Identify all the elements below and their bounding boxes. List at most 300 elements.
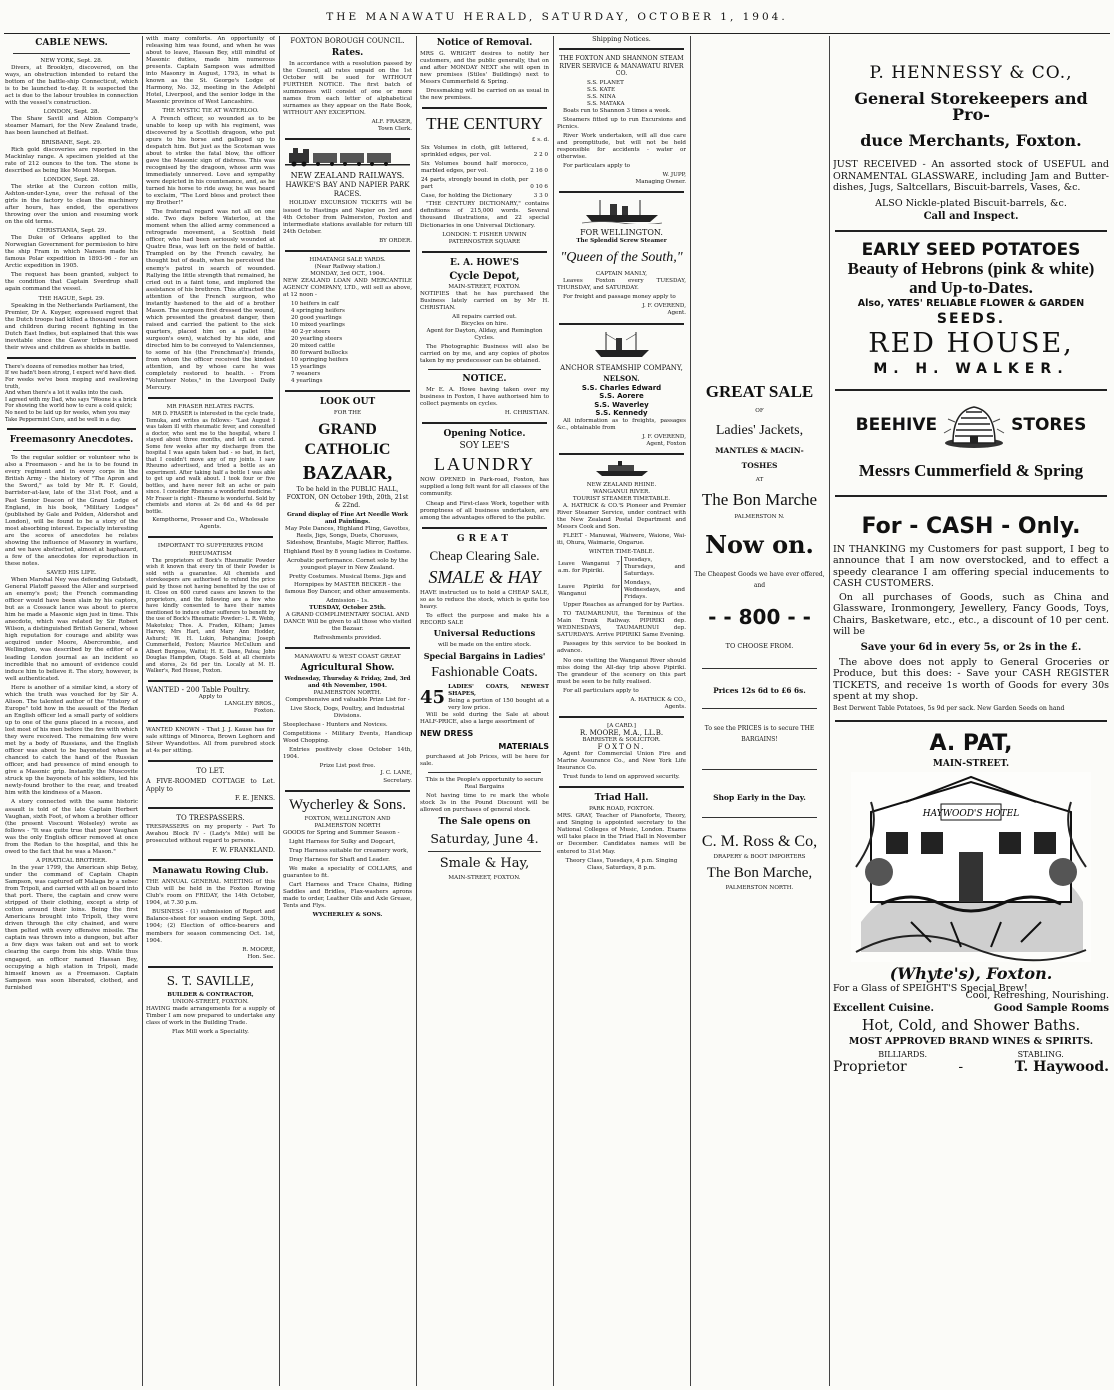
ad-text: MRS. GRAY, Teacher of Pianoforte, Theory, and Singing is appointed secretary to the National Colleges of Music, London. Exams will take place in the Triad Hall in November or December. Candidates names will be entered to 31st May. bbox=[557, 813, 686, 855]
stock-item: 10 mixed yearlings bbox=[291, 322, 345, 329]
signature: BY ORDER. bbox=[379, 237, 412, 244]
ad-head: MANAWATU & WEST COAST GREAT bbox=[294, 653, 401, 660]
ad-text: WANTED KNOWN - That J. J. Kause has for sale sittings of Minorca, Brown Leghorn and Silver Wyandottes. All from purebred stock at 4s per sitting. bbox=[146, 726, 275, 754]
ad-text: No one visiting the Wanganui River should miss doing the All-day trip above Pipiriki. The grandeur of the scenery on this part must be seen to be fully realised. bbox=[557, 657, 686, 685]
column-five-shipping bbox=[557, 36, 686, 1386]
ad-text: In accordance with a resolution passed by the Council, all rates unpaid on the 1st October will be sued for WITHOUT FURTHER NOTICE. The first batch of summonses will consist of one or more names from each letter of alphabetical surnames as they appear on the Rate Book, WITHOUT ANY EXCEPTION. bbox=[283, 61, 412, 117]
signature: WYCHERLEY & SONS. bbox=[312, 912, 383, 919]
ad-line: Prices 12s 6d to £6 6s. bbox=[713, 686, 806, 696]
price-columns: £ s. d. bbox=[531, 137, 549, 144]
ad-line: ALSO Nickle-plated Biscuit-barrels, &c. bbox=[875, 197, 1067, 209]
subhead: THE MYSTIC TIE AT WATERLOO. bbox=[162, 108, 259, 115]
dispatch-text: The strike at the Curzon cotton mills, Ashton-under-Lyne, over the refusal of the girls in the factory to clean the machinery after hours, has ended, the operatives throwing over the union and resuming work on the old terms. bbox=[5, 183, 138, 226]
stock-item: 40 2-yr steers bbox=[291, 329, 331, 336]
ad-line: FOR THE bbox=[333, 410, 362, 417]
verse-line: Take Peppermint Cure, and be well in a day. bbox=[5, 416, 121, 423]
cable-news-title: CABLE NEWS. bbox=[35, 38, 108, 48]
stock-item: 20 mixed cattle bbox=[291, 343, 335, 350]
ad-head: Opening Notice. bbox=[443, 429, 526, 440]
article-text: with many comforts. An opportunity of releasing him was found, and when he was about to leave, Hassan Bey, still mindful of Masonic duties, made him numerous presents. Captain Sampson was admitted into Masonry in August, 1793, in what is known as the St. George's Lodge of Harmony, No. 32, meeting in the Adelphi Hotel, Liverpool, and the senior lodge in the Masonic province of West Lancashire. bbox=[146, 36, 275, 106]
ad-head: NEW ZEALAND RAILWAYS. bbox=[290, 171, 405, 181]
dispatch-text: Divers, at Brooklyn, discovered, on the ways, an obstruction intended to retard the bottom of the battle-ship Connecticut, which is to be launched to-day. It is suspected the act is due to the labour troubles in connection with the vessel's construction. bbox=[5, 65, 138, 107]
price-item: 24 parts, strongly bound in cloth, per part bbox=[421, 177, 529, 191]
ad-text: MRS G. WRIGHT desires to notify her customers, and the public generally, that on and after MONDAY NEXT she will open in new premises (Stiles' Buildings) next to Messrs Cummerfield & Spring. bbox=[420, 51, 549, 86]
table-row bbox=[420, 144, 549, 160]
hotel-features bbox=[833, 1002, 1109, 1014]
divider bbox=[422, 527, 547, 529]
dispatch-text: Rich gold discoveries are reported in the Mackinlay range. A specimen yielded at the rate of 212 ounces to the ton. The stone is described as being like Mount Morgan. bbox=[5, 146, 138, 174]
ad-text: Pretty Costumes. Musical Items. Jigs and Hornpipes by MASTER BECKER - the famous Boy Dancer, and other amusements. bbox=[284, 574, 411, 595]
signature: J. F. OVEREND, bbox=[642, 433, 686, 440]
ad-title: Fashionable Coats. bbox=[431, 664, 538, 680]
table-row bbox=[420, 160, 549, 176]
divider bbox=[148, 859, 273, 861]
ad-title: Ladies' Jackets, bbox=[715, 423, 804, 439]
ad-line: For a Glass of SPEIGHT'S Special Brew! bbox=[833, 982, 1028, 994]
stock-item: 10 springing heifers bbox=[291, 357, 349, 364]
ad-line: BARRISTER & SOLICITOR. bbox=[582, 736, 661, 743]
ad-line: Save your 6d in every 5s, or 2s in the £. bbox=[860, 641, 1082, 653]
divider bbox=[285, 138, 410, 140]
ad-line: OF bbox=[755, 408, 764, 414]
ad-note: Kempthorne, Prosser and Co., Wholesale Agents. bbox=[152, 517, 269, 531]
ad-line: MONDAY, 3rd OCT., 1904. bbox=[310, 270, 385, 277]
ad-line: PALMERSTON NORTH. bbox=[313, 690, 382, 697]
ad-text: TRESPASSERS on my property - Part To Awahou Block IV - (Lady's Mile) will be prosecuted without regard to persons. bbox=[146, 824, 275, 845]
divider bbox=[428, 772, 541, 773]
signature: A. HATRICK & CO., bbox=[630, 696, 686, 703]
proprietor-line bbox=[833, 1059, 1109, 1076]
ad-text: A GRAND COMPLIMENTARY SOCIAL AND DANCE Will be given to all those who visited the Bazaar. bbox=[283, 611, 412, 632]
ad-title: C. M. Ross & Co, bbox=[701, 833, 818, 851]
ad-title: The Bon Marche, bbox=[706, 865, 813, 882]
ad-line: DRAPERY & BOOT IMPORTERS bbox=[713, 854, 806, 861]
ad-text: For particulars apply to bbox=[563, 163, 631, 170]
divider bbox=[422, 107, 547, 109]
column-rule bbox=[279, 36, 280, 1386]
ad-title: Messrs Cummerfield & Spring bbox=[858, 460, 1084, 480]
ad-line: MAIN-STREET, FOXTON. bbox=[448, 283, 521, 290]
ad-title: GREAT SALE bbox=[705, 382, 814, 401]
stock-item: 15 yearlings bbox=[291, 364, 327, 371]
ad-line: FOXTON. bbox=[597, 742, 646, 751]
ad-line: Good Sample Rooms bbox=[993, 1002, 1109, 1014]
article-text: A story connected with the same historic assault is told of the late Captain Herbert Vaughan, sixth Foot, of whom a brother officer (the present Viscount Wolseley) wrote as follows - "It was quite true that poor Vaughan was the only English officer removed at once from the Redan to the hospital, and this he owed to the fact that he was a Mason." bbox=[5, 799, 138, 855]
signature: W. JUPP, bbox=[662, 172, 686, 179]
divider bbox=[428, 851, 541, 852]
ad-title: Wycherley & Sons. bbox=[289, 796, 406, 813]
ad-text: A FIVE-ROOMED COTTAGE to Let. Apply to bbox=[146, 776, 275, 793]
ad-text: The proprietors of Bock's Rheumatic Powder wish it known that every tin of their Powder is sold with a guarantee. All chemists and storekeepers are authorised to refund the price paid by those not having benefited by the use of it. Close on 600 cured cases are known to the proprietors, and the following are a few who have kindly consented to have their names mentioned to induce other sufferers to benefit by the use of Bock's Rheumatic Powder:- L. R. Webb, Makotuku; Thos. A. Fraden, Kilham; James Harvey, Mrs Hart, and Mary Ann Hodder, Ashurst; W. H. Lukin, Pohangina; Joseph Cummerfield, Foxton; Maurice McCullum and Albert Burgess, Waitui; H. E. Dane, Patea; John Douglas Hampden, Otago. Sold at all chemists and stores, 2s 6d per tin. Locally at M. H. Walker's, Red House, Foxton. bbox=[146, 557, 275, 675]
ad-head: Universal Reductions bbox=[433, 628, 536, 639]
ad-text: The Photographic Business will also be carried on by me, and any copies of photos taken by my predecessor can be obtained. bbox=[420, 344, 549, 365]
ad-text: To be held in the PUBLIC HALL, FOXTON, ON October 19th, 20th, 21st & 22nd. bbox=[286, 486, 409, 510]
bazaar-title: BAZAAR, bbox=[302, 462, 393, 485]
divider bbox=[422, 422, 547, 424]
column-two bbox=[146, 36, 275, 1386]
ad-line: TOURIST STEAMER TIMETABLE. bbox=[572, 495, 671, 502]
ad-title: Now on. bbox=[705, 530, 814, 560]
ad-text: "THE CENTURY DICTIONARY," contains definitions of 215,000 words. Several thousand illustrations, and 22 special Dictionaries in one Universal Dictionary. bbox=[420, 201, 549, 229]
ad-line: Shop Early in the Day. bbox=[713, 793, 806, 803]
ad-line: LANGLEY BROS., bbox=[224, 700, 275, 707]
divider bbox=[559, 786, 684, 788]
coats-offer-text bbox=[448, 684, 549, 712]
dispatch-text: Speaking in the Netherlands Parliament, the Premier, Dr A. Kuyper, expressed regret that the Dutch troops had killed a thousand women and children during recent fighting in the Dutch East Indies, but explained that this was inevitable since the Gawor tribesmen used their wives and children as shields in battle. bbox=[5, 302, 138, 351]
price-item: Six Volumes bound half morocco, marbled edges, per vol. bbox=[421, 161, 529, 175]
ad-line: Best Derwent Table Potatoes, 5s 9d per sack. New Garden Seeds on hand bbox=[833, 704, 1065, 712]
ad-text: May Pole Dances, Highland Fling, Gavottes, Reels, Jigs, Songs, Duets, Choruses, Sideshow, Brantubs, Magic Mirror, Raffles. bbox=[285, 526, 410, 547]
ad-text: On all purchases of Goods, such as China and Glassware, Ironmongery, Jewellery, Fancy Goods, Toys, Chairs, Basketware, etc., etc., a discount of 10 per cent. will be bbox=[833, 591, 1109, 638]
ad-title: Hot, Cold, and Shower Baths. bbox=[861, 1017, 1081, 1034]
ad-text: Boats run to Shannon 3 times a week. bbox=[563, 107, 671, 114]
ad-line: The Splendid Screw Steamer bbox=[576, 238, 667, 245]
price-value: 3 3 0 bbox=[533, 193, 548, 200]
dateline: CHRISTIANIA, Sept. 29. bbox=[36, 228, 107, 235]
ad-text: A. HATRICK & CO.'S Pioneer and Premier River Steamer Service, under contract with the New Zealand Postal Department and Messrs Cook and Son. bbox=[557, 502, 686, 530]
ad-line: Grand display of Fine Art Needle Work and Paintings. bbox=[286, 512, 409, 526]
ad-line: Also, YATES' RELIABLE FLOWER & GARDEN bbox=[857, 297, 1085, 309]
ad-line: MAIN-STREET, FOXTON. bbox=[448, 874, 521, 881]
dispatch-text: The Duke of Orleans applied to the Norwegian Government for permission to hire the ship Fram in which Nansen made his famous Polar expedition in 1893-96 - for an Arctic expedition in 1905. bbox=[5, 235, 138, 270]
ad-line: Excellent Cuisine. bbox=[833, 1002, 934, 1014]
ad-text: NOW OPENED in Park-road, Foxton, has supplied a long felt want for all classes of the community. bbox=[420, 477, 549, 498]
ad-line: PARK ROAD, FOXTON. bbox=[588, 806, 655, 813]
ad-title: Agricultural Show. bbox=[300, 662, 395, 673]
stock-item: 7 weaners bbox=[291, 371, 321, 378]
ad-line: TOSHES bbox=[741, 461, 778, 471]
ad-title: RED HOUSE, bbox=[868, 327, 1074, 359]
steamship-icon bbox=[582, 198, 662, 224]
ship-name: "Queen of the South," bbox=[560, 250, 683, 266]
ad-text: To effect the purpose and make his a RECORD SALE bbox=[420, 612, 549, 626]
ad-line: T. Haywood. bbox=[1014, 1059, 1109, 1076]
verse-line: If we hadn't been strong, I expect we'd have died. bbox=[5, 370, 137, 377]
ad-head: The Sale opens on bbox=[438, 816, 531, 827]
price-item: Six Volumes in cloth, gilt lettered, sprinkled edges, per vol. bbox=[421, 145, 529, 159]
column-rule bbox=[416, 36, 417, 1386]
ad-text: HAVING made arrangements for a supply of Timber I am now prepared to undertake any class of work in the Building Trade. bbox=[146, 1005, 275, 1026]
divider bbox=[7, 428, 136, 430]
ad-title: THE CENTURY bbox=[426, 114, 543, 134]
signature: Managing Owner. bbox=[635, 179, 686, 186]
divider bbox=[148, 720, 273, 722]
divider bbox=[7, 357, 136, 359]
ad-title: Cheap Clearing Sale. bbox=[429, 547, 540, 563]
divider bbox=[148, 680, 273, 682]
ad-title: SMALE & HAY bbox=[428, 566, 541, 587]
ad-text: GOODS for Spring and Summer Season - bbox=[283, 829, 400, 836]
ad-line: All repairs carried out. bbox=[452, 313, 517, 320]
price-item: Case, for holding the Dictionary bbox=[421, 193, 512, 200]
train-illustration bbox=[285, 145, 410, 167]
dateline: THE HAGUE, Sept. 29. bbox=[38, 295, 105, 302]
dash: - bbox=[958, 1059, 964, 1076]
ad-title: Saturday, June 4. bbox=[430, 830, 539, 846]
ad-text: Comprehensive and valuable Prize List for - bbox=[285, 697, 410, 704]
ad-text: NOTIFIES that he has purchased the Business lately carried on by Mr H. CHRISTIAN. bbox=[420, 290, 549, 311]
column-rule bbox=[553, 36, 554, 1386]
ad-head: FOR WELLINGTON. bbox=[580, 228, 663, 238]
timetable-cell: Leave Wanganui 7 a.m. for Pipiriki. bbox=[558, 560, 620, 574]
ad-text: Agent for Commercial Union Fire and Marine Assurance Co., and New York Life Insurance Co. bbox=[557, 751, 686, 772]
verse-line: There's dozens of remedies mother has tried, bbox=[5, 363, 125, 370]
divider bbox=[559, 48, 684, 50]
ad-line: FOXTON, WELLINGTON AND PALMERSTON NORTH bbox=[304, 815, 391, 829]
ad-title: STORES bbox=[1011, 415, 1087, 436]
ad-head: TO LET. bbox=[196, 766, 225, 775]
ad-text: Entries positively close October 14th, 1904. bbox=[283, 747, 412, 761]
ad-title: Rates. bbox=[331, 48, 364, 58]
ad-head: NOTICE. bbox=[462, 374, 507, 385]
dateline: LONDON, Sept. 28. bbox=[43, 109, 100, 116]
ad-head: TO TRESPASSERS. bbox=[176, 814, 245, 822]
verse-line: No need to be laid up for weeks, when you may bbox=[5, 410, 131, 417]
ad-title: (Whyte's), Foxton. bbox=[889, 963, 1053, 983]
ad-text: JUST RECEIVED - An assorted stock of USEFUL and ORNAMENTAL GLASSWARE, including Jam and Butter-dishes, Jugs, Saltcellars, Biscuit-barrels, Vases, &c. bbox=[833, 159, 1109, 193]
ad-head: NEW ZEALAND RHINE. bbox=[586, 481, 657, 488]
poultry-ad bbox=[146, 687, 275, 715]
ad-line: Call and Inspect. bbox=[923, 210, 1019, 222]
bazaar-title: GRAND CATHOLIC bbox=[304, 421, 391, 459]
ad-text: Steamers fitted up to run Excursions and Picnics. bbox=[557, 116, 686, 130]
ad-text: THE ANNUAL GENERAL MEETING of this Club will be held in the Foxton Rowing Club's room on FRIDAY, the 14th October, 1904, at 7.30 p.m. bbox=[146, 879, 275, 907]
divider bbox=[285, 790, 410, 792]
ad-line: will be made on the entire stock. bbox=[437, 641, 532, 648]
timetable-cell: Mondays, Wednesdays, and Fridays. bbox=[622, 579, 687, 602]
coats-count: 45 bbox=[420, 687, 446, 709]
signature: Hon. Sec. bbox=[247, 953, 275, 960]
subhead: SAVED HIS LIFE. bbox=[46, 569, 97, 576]
ad-line: Apply to bbox=[198, 693, 223, 700]
beehive-icon bbox=[943, 403, 1005, 449]
ad-title: SEEDS. bbox=[936, 310, 1006, 327]
ad-title: For - CASH - Only. bbox=[861, 513, 1081, 539]
column-seven bbox=[833, 36, 1109, 1386]
ad-text: Not having time to re mark the whole stock 3s in the Pound Discount will be allowed on purchases of general stock. bbox=[420, 793, 549, 814]
ad-line: BUILDER & CONTRACTOR, bbox=[167, 991, 254, 998]
boat-name: S.S. PLANET bbox=[587, 79, 624, 86]
ad-title: and Up-to-Dates. bbox=[909, 277, 1033, 297]
ad-text: Trust funds to lend on approved security. bbox=[563, 774, 680, 781]
ad-line: Foxton. bbox=[253, 707, 275, 714]
ad-line: BILLIARDS. bbox=[878, 1049, 928, 1059]
ship-list bbox=[557, 384, 686, 418]
boat-name: S.S. NINA bbox=[587, 93, 616, 100]
divider bbox=[285, 390, 410, 392]
verse-line: And when there's a lot it walks into the cash. bbox=[5, 390, 124, 397]
ad-text: THE FOXTON AND SHANNON STEAM RIVER SERVICE & MANAWATU RIVER CO. bbox=[559, 55, 684, 78]
ad-text: Cheap and First-class Work, together with promptness of all business undertaken, are among the advantages offered to the public. bbox=[420, 500, 549, 521]
ad-head: WINTER TIME-TABLE. bbox=[588, 549, 655, 556]
ad-line: PALMERSTON N. bbox=[734, 514, 785, 521]
ad-title: duce Merchants, Foxton. bbox=[860, 131, 1082, 150]
ad-line: WANGANUI RIVER. bbox=[592, 488, 651, 495]
divider bbox=[148, 807, 273, 809]
dateline: BRISBANE, Sept. 29. bbox=[41, 139, 102, 146]
ad-line: Cool, Refreshing, Nourishing. bbox=[965, 989, 1109, 1001]
dispatch-text: The Shaw Savill and Albion Company's steamer Mamari, for the New Zealand trade, has been launched at Belfast. bbox=[5, 116, 138, 137]
dispatch-text: The request has been granted, subject to the condition that Captain Sverdrup shall again command the vessel. bbox=[5, 272, 138, 293]
ad-text: HAVE instructed us to hold a CHEAP SALE, so as to reduce the stock, which is quite too heavy. bbox=[420, 589, 549, 610]
timetable bbox=[557, 556, 686, 602]
table-row bbox=[420, 192, 549, 201]
ad-line: NELSON. bbox=[603, 373, 640, 383]
ad-head: R. MOORE, M.A., LL.B. bbox=[579, 728, 664, 737]
divider bbox=[13, 53, 130, 54]
ad-line: STABLING. bbox=[1017, 1049, 1064, 1059]
ad-line: (Near Railway station.) bbox=[314, 263, 381, 270]
signature: H. CHRISTIAN. bbox=[504, 410, 549, 417]
price-value: 2 2 0 bbox=[533, 152, 548, 159]
ad-text: Passages by this service to be booked in advance. bbox=[557, 641, 686, 655]
ad-head: Triad Hall. bbox=[594, 793, 649, 804]
table-row bbox=[557, 556, 686, 579]
divider bbox=[148, 397, 273, 399]
stock-item: 20 good yearlings bbox=[291, 315, 342, 322]
ad-title: General Storekeepers and Pro- bbox=[854, 89, 1088, 124]
divider bbox=[835, 720, 1107, 722]
hotel-illustration bbox=[851, 772, 1091, 962]
timetable-cell: Tuesdays, Thursdays, and Saturdays. bbox=[622, 556, 687, 579]
spacer bbox=[694, 36, 825, 381]
ad-head: NEW DRESS bbox=[420, 729, 474, 739]
ad-text: Light Harness for Sulky and Dogcart, bbox=[289, 838, 396, 845]
ad-text: Dressmaking will be carried on as usual in the new premises. bbox=[420, 88, 549, 102]
article-text: A French officer, so wounded as to be unable to keep up with his regiment, was discovered by a Scottish dragoon, who put spurs to his horse and galloped up to despatch him. But just as the Scotsman was about to strike the fatal blow, the officer gave the Masonic sign of distress. This was recognised by the dragoon, whose arm was immediately unnerved. Love and sympathy were depicted in his countenance, and, as he turned his horse to ride away, he was heard to exclaim, "The Lord bless and protect thee my Brother!" bbox=[146, 115, 275, 207]
ad-text: We make a speciality of COLLARS, and guarantee to fit. bbox=[283, 865, 412, 879]
ad-text: Leaves Foxton every TUESDAY, THURSDAY, and SATURDAY. bbox=[557, 278, 686, 292]
ad-text: The Cheapest Goods we have ever offered, and bbox=[694, 571, 825, 590]
ad-text: NEW ZEALAND LOAN AND MERCANTILE AGENCY COMPANY, LTD., will sell as above, at 12 noon - bbox=[283, 277, 412, 298]
ad-head: ANCHOR STEAMSHIP COMPANY, bbox=[560, 363, 683, 372]
divider bbox=[702, 668, 817, 669]
ad-head: MATERIALS bbox=[498, 742, 549, 752]
ad-text: MR D. FRASER is interested in the cycle trade, Temuka, and writes as follows:- "Last August I was taken ill with rheumatic fever, and consulted a doctor, who sent me to the hospital, where I stayed about three months, and left as cured. Some few weeks after my discharge from the hospital I was again taken bad - so bad, in fact, that I couldn't move any of my joints. I saw Rheumo advertised, and tried a bottle as an experiment. After taking half a bottle I was able to get up and walk about. I took four or five bottles, and have never felt an ache or pain since. I consider Rheumo a wonderful medicine." Mr Fraser is right - Rheumo is wonderful. Sold by chemists and stores at 2s 6d and 4s 6d per bottle. bbox=[146, 411, 275, 515]
ad-line: AT bbox=[755, 477, 764, 484]
ship-name: S.S. Aorere bbox=[599, 392, 644, 401]
ad-line: Refreshments provided. bbox=[313, 634, 382, 641]
ad-text: TO TAUMARUNUI, the Terminus of the Main Trunk Railway. PIPIRIKI dep. WEDNESDAYS, TAUMARUNUI dep. SATURDAYS. Arrive PIPIRIKI Same Evening. bbox=[557, 611, 686, 639]
boat-name: S.S. MATAKA bbox=[587, 100, 625, 107]
table-row bbox=[557, 579, 686, 602]
divider bbox=[285, 250, 410, 252]
ad-text: IN THANKING my Customers for past support, I beg to announce that I am now overstocked, and to effect a speedy clearance I am offering special inducements to CASH CUSTOMERS. bbox=[833, 543, 1109, 590]
article-text: When Marshal Ney was defending Gutstadt, General Platoff passed the Aller and surprised an enemy's post; the French commanding officer would have been slain by his captors, but as a Cossack lance was about to pierce him he made a Masonic sign just in time. This anecdote, which was related by Sir Robert Wilson, a distinguished British General, whose high reputation for courage and ability was acquired under Moore, Abercrombie, and Wellington, was described by the editor of a leading London journal as an incident so incredible that no amount of evidence could induce him to believe it. The story, however, is well authenticated. bbox=[5, 577, 138, 682]
ad-text: For freight and passage money apply to bbox=[563, 294, 676, 301]
ad-text: For all particulars apply to bbox=[563, 687, 639, 694]
ad-line: MANTLES & MACIN- bbox=[715, 446, 804, 456]
masthead-rule bbox=[4, 33, 1110, 34]
ad-text: BUSINESS - (1) submission of Report and Balance-sheet for season ending Sept. 30th, 1904; (2) Election of office-bearers and members for season commencing Oct. 1st, 1904. bbox=[146, 909, 275, 944]
ship-name: S.S. Waverley bbox=[594, 400, 649, 409]
hotel-sign: HAYWOOD'S HOTEL bbox=[922, 808, 1020, 819]
ad-text: Trap Harness suitable for creamery work, bbox=[289, 847, 409, 854]
price-value: 2 16 0 bbox=[530, 168, 548, 175]
divider bbox=[559, 191, 684, 193]
steamship-icon bbox=[592, 330, 652, 360]
stock-item: 4 yearlings bbox=[291, 378, 323, 385]
verse-line: For showing the world how to cure a cold quick; bbox=[5, 403, 133, 410]
hotel-amenities bbox=[833, 1051, 1109, 1058]
signature: ALF. FRASER, bbox=[371, 119, 412, 126]
stock-item: 10 heifers in calf bbox=[291, 301, 339, 308]
ad-head: Notice of Removal. bbox=[436, 38, 533, 48]
ad-line: CAPTAIN MANLY, bbox=[595, 271, 648, 278]
signature: Agent, Foxton bbox=[646, 440, 686, 447]
article-text: Here is another of a similar kind, a story of which the truth was vouched for by Sir A. Alison. The talented author of the "History of Europe" told how in the assault of the Redan an English officer led a small party of soldiers up to one of the guns placed in a recess, and lost most of his men before the fire with which they were received. The remaining few were met by a body of Russians, and the English officer was about to be bayoneted when he chanced to catch the hand of the Russian officer, and had presence of mind enough to give a Masonic grip. Instantly the Muscovite struck up the bayonets of his soldiers, led his newly-found brother to the rear, and treated him with the kindness of a Mason. bbox=[5, 684, 138, 797]
ad-text: Upper Reaches as arranged for by Parties. bbox=[563, 602, 684, 609]
ad-title: - - 800 - - bbox=[708, 605, 811, 630]
river-steamer-icon bbox=[592, 460, 652, 478]
coats-headline: LADIES' COATS, NEWEST SHAPES, bbox=[448, 683, 549, 697]
ad-line: Theory Class, Tuesdays, 4 p.m. Singing Class, Saturdays, 8 p.m. bbox=[565, 857, 678, 871]
ad-line: TO CHOOSE FROM. bbox=[725, 642, 794, 651]
divider bbox=[148, 760, 273, 762]
coats-sub: Being a portion of 150 bought at a very low price. bbox=[448, 698, 549, 712]
ad-head: LOOK OUT bbox=[319, 397, 376, 408]
ad-title: LAUNDRY bbox=[433, 454, 535, 475]
column-three bbox=[283, 36, 412, 1386]
ad-text: HOLIDAY EXCURSION TICKETS will be issued to Hastings and Napier on 3rd and 4th October from Palmerston, Foxton and intermediate stations available for return till 24th October. bbox=[283, 200, 412, 235]
ad-title: Beauty of Hebrons (pink & white) bbox=[847, 258, 1095, 278]
ad-line: Admission - 1s. bbox=[326, 597, 369, 604]
price-table bbox=[420, 144, 549, 201]
subhead: MR FRASER RELATES FACTS. bbox=[166, 404, 255, 411]
signature: F. W. FRANKLAND. bbox=[212, 846, 275, 855]
timetable-cell: Leave Pipiriki for Wanganui bbox=[558, 583, 620, 597]
ad-line: [A CARD.] bbox=[607, 722, 636, 729]
ad-head: FOXTON BOROUGH COUNCIL. bbox=[290, 37, 405, 45]
ad-head: Special Bargains in Ladies' bbox=[423, 650, 546, 661]
ad-text: FLEET - Manuwai, Waiwere, Waione, Wai-iti, Ohura, Waimarie, Ongarue. bbox=[557, 533, 686, 547]
beehive-banner bbox=[833, 403, 1109, 449]
ad-head: Manawatu Rowing Club. bbox=[152, 866, 269, 877]
ad-text: Highland Reel by 8 young ladies in Costume. bbox=[283, 549, 412, 556]
ad-head: GREAT bbox=[456, 533, 513, 544]
divider bbox=[835, 230, 1107, 232]
divider bbox=[702, 769, 817, 770]
stock-list bbox=[283, 301, 412, 385]
ad-title: Cycle Depot, bbox=[449, 270, 520, 282]
dispatch bbox=[5, 58, 138, 352]
ad-title: The Bon Marche bbox=[701, 490, 818, 510]
column-rule bbox=[690, 36, 691, 1386]
ad-subhead: HAWKE'S BAY AND NAPIER PARK RACES. bbox=[285, 181, 410, 199]
coats-offer bbox=[420, 684, 549, 712]
divider bbox=[148, 536, 273, 538]
ad-text: Mr E. A. Howe having taken over my business in Foxton, I have authorised him to collect payments on cycles. bbox=[420, 387, 549, 408]
ad-head: E. A. HOWE'S bbox=[450, 257, 519, 268]
stock-item: 20 yearling steers bbox=[291, 336, 343, 343]
ship-name: S.S. Charles Edward bbox=[581, 383, 662, 392]
ad-line: LONDON: T. FISHER UNWIN PATERNOSTER SQUARE bbox=[442, 231, 527, 245]
column-four bbox=[420, 36, 549, 1386]
ad-line: PALMERSTON NORTH. bbox=[725, 885, 794, 892]
ad-text: Cart Harness and Trace Chains, Riding Saddles and Bridles, Flax-washers aprons made to order, Leather Oils and Axle Grease, Tents and Flys. bbox=[283, 881, 412, 910]
signature: J. C. LANE, bbox=[380, 770, 412, 777]
ad-line: TUESDAY, October 25th. bbox=[309, 604, 386, 611]
signature: J. F. OVEREND, bbox=[642, 303, 686, 310]
ad-head: HIMATANGI SALE YARDS. bbox=[309, 256, 386, 263]
ad-text: Agent for Dayton, Allday, and Remington Cycles. bbox=[426, 327, 543, 341]
signature: Agents. bbox=[664, 703, 686, 710]
ad-text: The above does not apply to General Groceries or Produce, but this does: - Save your CASH REGISTER TICKETS, and receive 1s worth of Goods for every 30s spent at my shop. bbox=[833, 656, 1109, 703]
divider bbox=[148, 966, 273, 968]
ad-text: purchased at Job Prices, will be here for sale. bbox=[420, 754, 549, 768]
ad-text: Steeplechase - Hunters and Novices. bbox=[283, 722, 388, 729]
ad-line: Prize List post free. bbox=[319, 763, 376, 770]
